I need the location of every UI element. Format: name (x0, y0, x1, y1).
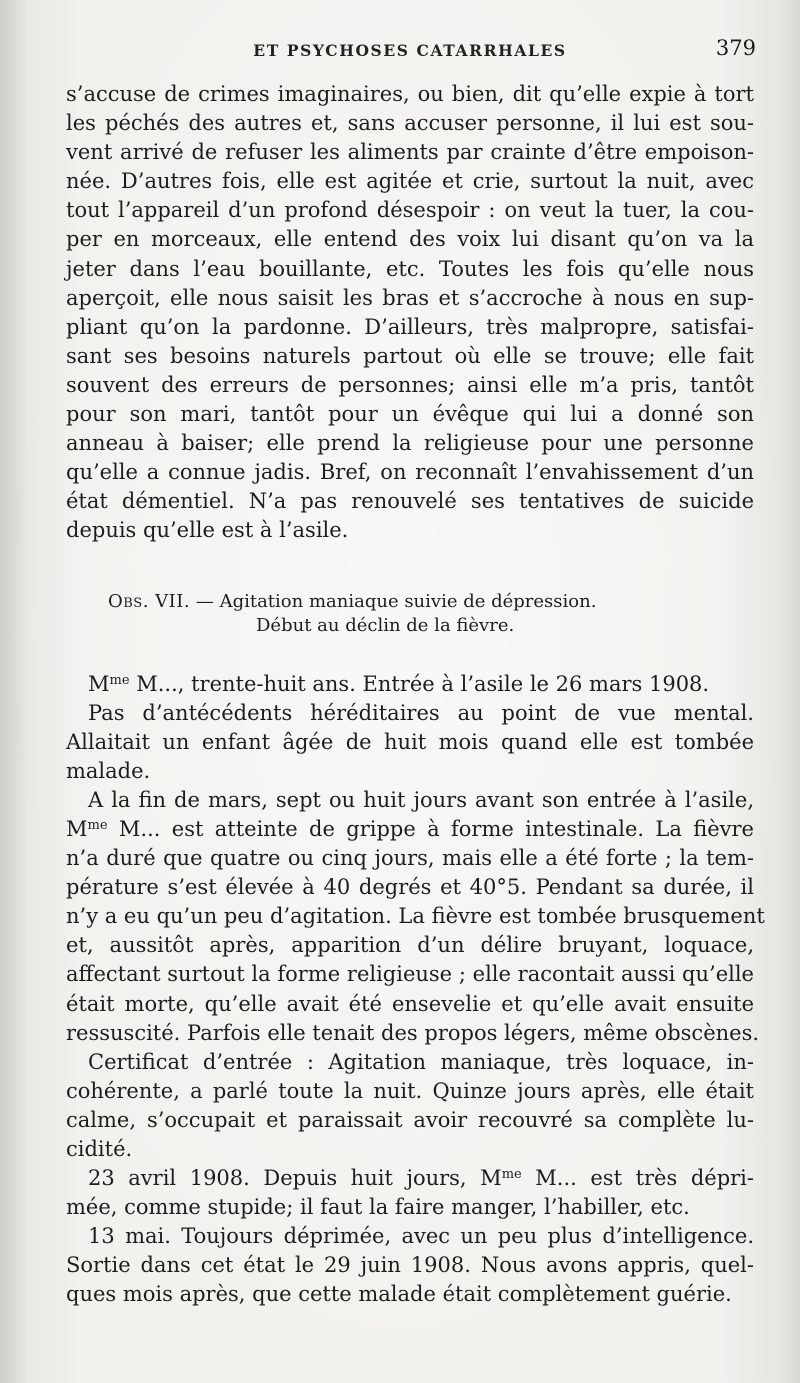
body-text (66, 80, 765, 1310)
observation-title-line-2: Début au déclin de la fièvre. (256, 614, 515, 636)
text-line: sant ses besoins naturels partout où elle se trouve; elle fait (66, 343, 754, 368)
text-line: aperçoit, elle nous saisit les bras et s’accroche à nous en sup- (66, 285, 754, 310)
text-line: et, aussitôt après, apparition d’un délire bruyant, loquace, (66, 933, 754, 958)
text-line: calme, s’occupait et paraissait avoir recouvré sa complète lu- (66, 1107, 754, 1132)
text-line: était morte, qu’elle avait été ensevelie et qu’elle avait ensuite (66, 991, 754, 1016)
page-number: 379 (715, 36, 756, 60)
text-line: jeter dans l’eau bouillante, etc. Toutes les fois qu’elle nous (66, 256, 754, 281)
text-line: pour son mari, tantôt pour un évêque qui lui a donné son (66, 402, 754, 427)
text-line: née. D’autres fois, elle est agitée et crie, surtout la nuit, avec (66, 169, 754, 194)
text-line: depuis qu’elle est à l’asile. (66, 518, 349, 543)
text-line: anneau à baiser; elle prend la religieuse pour une personne (66, 431, 754, 456)
text-line: les péchés des autres et, sans accuser personne, il lui est sou- (66, 111, 754, 136)
patient-entry-line: $M^{me}$ M..., trente-huit ans. Entrée à l’asile le 26 mars 1908. (88, 671, 710, 696)
observation-title-line-1 (66, 590, 754, 614)
text-line: 13 mai. Toujours déprimée, avec un peu plus d’intelligence. (88, 1224, 754, 1249)
text-line: $M^{me}$ M... est atteinte de grippe à forme intestinale. La fièvre (66, 816, 754, 841)
running-head: ET PSYCHOSES CATARRHALES (253, 41, 567, 60)
page-header (64, 36, 756, 66)
text-line: 23 avril 1908. Depuis huit jours, $M^{me}$ M... est très dépri- (88, 1166, 754, 1191)
text-line: malade. (66, 758, 151, 783)
text-line: souvent des erreurs de personnes; ainsi elle m’a pris, tantôt (66, 372, 754, 397)
text-line: A la fin de mars, sept ou huit jours avant son entrée à l’asile, (88, 787, 754, 812)
observation-heading (66, 590, 754, 638)
text-line: vent arrivé de refuser les aliments par crainte d’être empoison- (66, 140, 754, 165)
text-line: état démentiel. N’a pas renouvelé ses tentatives de suicide (66, 489, 754, 514)
observation-label: Obs. VII. (108, 590, 191, 612)
text-line: cohérente, a parlé toute la nuit. Quinze jours après, elle était (66, 1078, 754, 1103)
text-line: affectant surtout la forme religieuse ; elle racontait aussi qu’elle (66, 962, 754, 987)
text-line: tout l’appareil d’un profond désespoir : on veut la tuer, la cou- (66, 198, 754, 223)
text-line: cidité. (66, 1137, 133, 1161)
text-line: s’accuse de crimes imaginaires, ou bien, dit qu’elle expie à tort (66, 82, 754, 106)
text-line: pliant qu’on la pardonne. D’ailleurs, très malpropre, satisfai- (66, 314, 754, 339)
text-line: Allaitait un enfant âgée de huit mois quand elle est tombée (66, 729, 754, 754)
text-line: ques mois après, que cette malade était complètement guérie. (66, 1282, 732, 1307)
text-line: mée, comme stupide; il faut la faire manger, l’habiller, etc. (66, 1195, 690, 1220)
text-line: Pas d’antécédents héréditaires au point de vue mental. (88, 700, 754, 725)
text-line: Sortie dans cet état le 29 juin 1908. Nous avons appris, quel- (66, 1253, 754, 1278)
text-line: ressuscité. Parfois elle tenait des propos légers, même obscènes. (66, 1020, 760, 1045)
text-line: pérature s’est élevée à 40 degrés et 40°5. Pendant sa durée, il (66, 875, 754, 900)
observation-body (66, 670, 765, 1310)
observation-title: — Agitation maniaque suivie de dépression. (195, 590, 597, 612)
text-line: n’y a eu qu’un peu d’agitation. La fièvre est tombée brusquement (66, 904, 765, 929)
text-line: Certificat d’entrée : Agitation maniaque, très loquace, in- (88, 1049, 754, 1074)
text-line: per en morceaux, elle entend des voix lui disant qu’on va la (66, 227, 754, 252)
text-line: qu’elle a connue jadis. Bref, on reconnaît l’envahissement d’un (66, 460, 754, 485)
text-line: n’a duré que quatre ou cinq jours, mais elle a été forte ; la tem- (66, 846, 754, 871)
paragraph-continued (66, 80, 754, 546)
